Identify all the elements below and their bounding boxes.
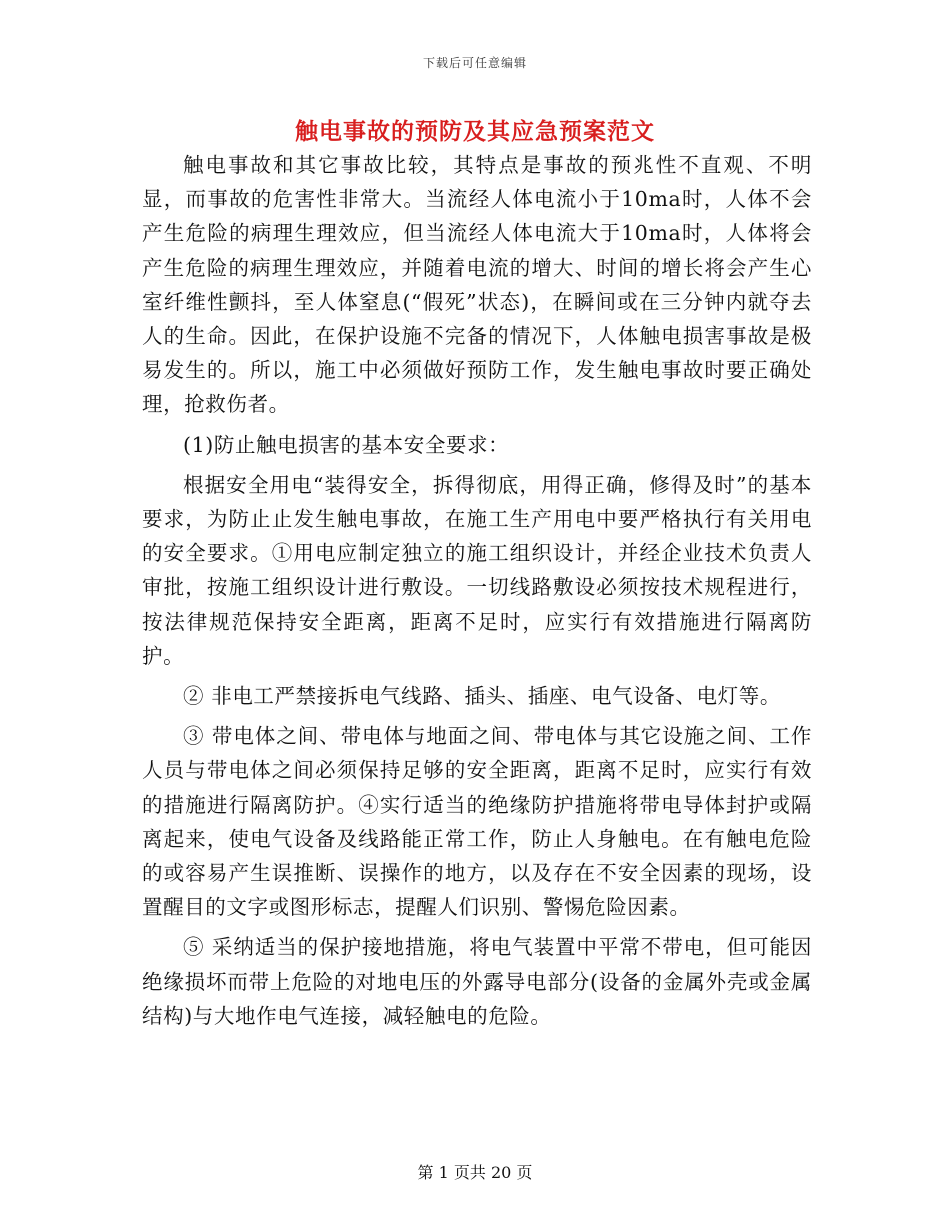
document-body: [142, 148, 812, 1039]
paragraph-item-2: ② 非电工严禁接拆电气线路、插头、插座、电气设备、电灯等。: [183, 684, 781, 709]
paragraph-item-3-4: ③ 带电体之间、带电体与地面之间、带电体与其它设施之间、工作人员与带电体之间必须保持足够的安全距离，距离不足时，应实行有效的措施进行隔离防护。④实行适当的绝缘防护措施将带电导体封护或隔离起来，使电气设备及线路能正常工作，防止人身触电。在有触电危险的或容易产生误推断、误操作的地方，以及存在不安全因素的现场，设置醒目的文字或图形标志，提醒人们识别、警惕危险因素。: [142, 724, 812, 920]
paragraph-basic-requirements: 根据安全用电“装得安全，拆得彻底，用得正确，修得及时”的基本要求，为防止止发生触电事故，在施工生产用电中要严格执行有关用电的安全要求。①用电应制定独立的施工组织设计，并经企业技术负责人审批，按施工组织设计进行敷设。一切线路敷设必须按技术规程进行，按法律规范保持安全距离，距离不足时，应实行有效措施进行隔离防护。: [142, 472, 812, 668]
paragraph-section-heading: (1)防止触电损害的基本安全要求：: [183, 432, 510, 457]
document-title: 触电事故的预防及其应急预案范文: [295, 118, 655, 145]
page-number-footer: 第 1 页共 20 页: [417, 1163, 533, 1182]
page-header-note: 下载后可任意编辑: [422, 56, 527, 70]
paragraph-item-5: ⑤ 采纳适当的保护接地措施，将电气装置中平常不带电，但可能因绝缘损坏而带上危险的对地电压的外露导电部分(设备的金属外壳或金属结构)与大地作电气连接，减轻触电的危险。: [142, 935, 812, 1028]
paragraph-intro: 触电事故和其它事故比较，其特点是事故的预兆性不直观、不明显，而事故的危害性非常大。当流经人体电流小于10ma时，人体不会产生危险的病理生理效应，但当流经人体电流大于10ma时，人体将会产生危险的病理生理效应，并随着电流的增大、时间的增长将会产生心室纤维性颤抖，至人体窒息(“假死”状态)，在瞬间或在三分钟内就夺去人的生命。因此，在保护设施不完备的情况下，人体触电损害事故是极易发生的。所以，施工中必须做好预防工作，发生触电事故时要正确处理，抢救伤者。: [142, 153, 812, 417]
